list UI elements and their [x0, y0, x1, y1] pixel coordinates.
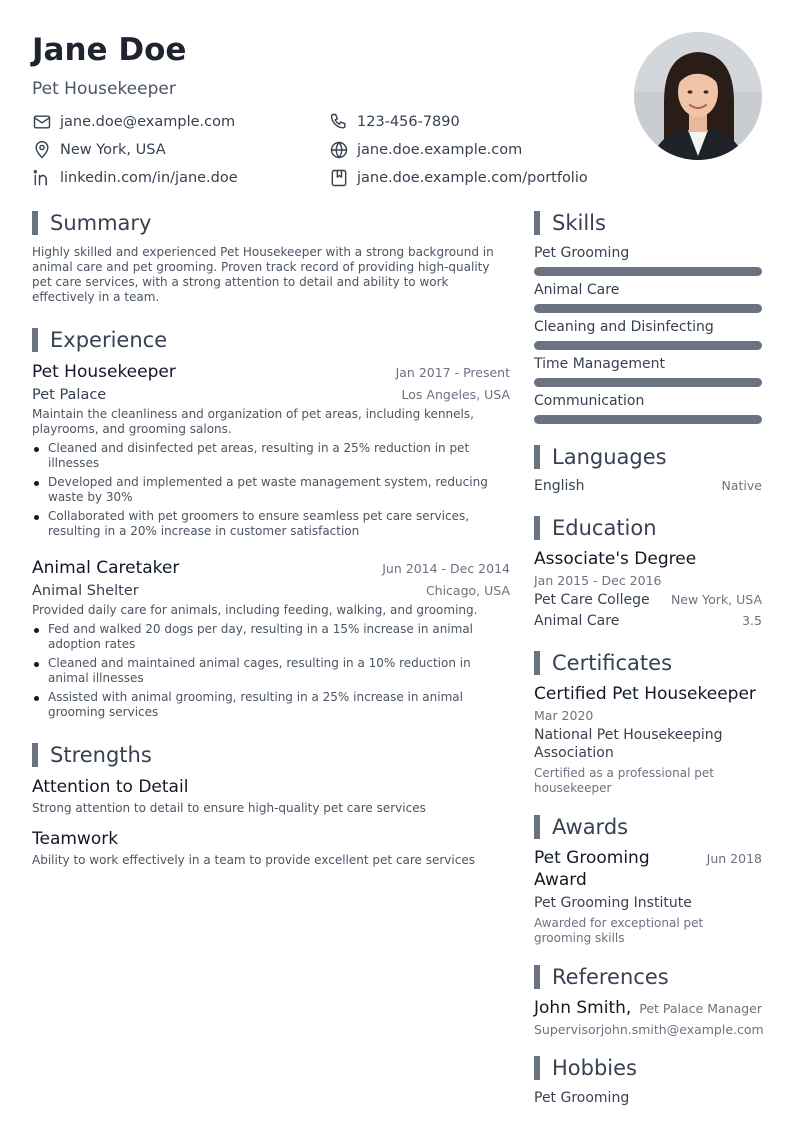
- strength-item: [32, 828, 510, 868]
- section-title: Hobbies: [552, 1056, 637, 1080]
- section-accent-bar: [534, 815, 540, 839]
- right-column: [534, 210, 762, 1107]
- mail-icon: [32, 112, 52, 132]
- skill-level-bar: [534, 304, 762, 313]
- list-item: Fed and walked 20 dogs per day, resulting in a 15% increase in animal adoption rates: [32, 622, 510, 652]
- skill-item: [534, 392, 762, 424]
- section-accent-bar: [534, 651, 540, 675]
- job-title: Animal Caretaker: [32, 558, 180, 578]
- map-pin-icon: [32, 140, 52, 160]
- summary-heading: [32, 210, 510, 236]
- section-accent-bar: [32, 211, 38, 235]
- list-item: Cleaned and disinfected pet areas, resulting in a 25% reduction in pet illnesses: [32, 441, 510, 471]
- education-field-row: [534, 612, 762, 630]
- strength-item: [32, 776, 510, 816]
- skill-name: Animal Care: [534, 282, 620, 298]
- phone-text: 123-456-7890: [357, 114, 460, 130]
- reference-contact-row: [534, 1022, 762, 1037]
- bookmark-icon: [329, 168, 349, 188]
- language-item: [534, 477, 762, 495]
- resume-header: [32, 30, 622, 186]
- reference-name: John Smith,: [534, 998, 632, 1018]
- experience-heading: [32, 327, 510, 353]
- reference-email[interactable]: john.smith@example.com: [600, 1022, 764, 1037]
- skill-name: Communication: [534, 393, 645, 409]
- job-company: Animal Shelter: [32, 583, 139, 599]
- education-school-row: [534, 591, 762, 609]
- skill-level-bar: [534, 267, 762, 276]
- list-item: Cleaned and maintained animal cages, resulting in a 10% reduction in animal illnesses: [32, 656, 510, 686]
- list-item: Collaborated with pet groomers to ensure seamless pet care services, resulting in a 20% increase in customer satisfaction: [32, 509, 510, 539]
- candidate-title: Pet Housekeeper: [32, 79, 176, 99]
- award-title-row: [534, 847, 762, 891]
- job-date: Jun 2014 - Dec 2014: [382, 561, 510, 576]
- section-accent-bar: [534, 516, 540, 540]
- reference-role: Pet Palace Manager: [639, 1001, 762, 1016]
- contact-location: [32, 139, 166, 161]
- hobby-item: Pet Grooming: [534, 1090, 630, 1106]
- certificates-heading: [534, 650, 762, 676]
- certificate-date: Mar 2020: [534, 708, 594, 723]
- languages-heading: [534, 444, 762, 470]
- section-accent-bar: [534, 965, 540, 989]
- language-level: Native: [721, 478, 762, 493]
- skill-item: [534, 355, 762, 387]
- language-name: English: [534, 478, 585, 494]
- contact-phone[interactable]: [329, 111, 460, 133]
- strength-text: Ability to work effectively in a team to provide excellent pet care services: [32, 853, 475, 867]
- section-title: Strengths: [50, 743, 152, 767]
- skills-heading: [534, 210, 762, 236]
- job-company-row: [32, 581, 510, 601]
- strength-title: Teamwork: [32, 829, 119, 849]
- award-date: Jun 2018: [706, 851, 762, 866]
- section-accent-bar: [534, 445, 540, 469]
- strength-title: Attention to Detail: [32, 777, 189, 797]
- job-bullets: [32, 622, 510, 720]
- education-field: Animal Care: [534, 613, 620, 629]
- education-location: New York, USA: [670, 592, 762, 607]
- job-entry: [32, 557, 510, 720]
- award-name: Pet Grooming Award: [534, 848, 650, 890]
- skill-name: Cleaning and Disinfecting: [534, 319, 714, 335]
- skill-name: Pet Grooming: [534, 245, 630, 261]
- section-title: Experience: [50, 328, 168, 352]
- education-date: Jan 2015 - Dec 2016: [534, 573, 662, 588]
- reference-position: Supervisor: [534, 1022, 601, 1037]
- education-gpa: 3.5: [742, 613, 762, 628]
- contact-linkedin[interactable]: [32, 167, 238, 189]
- skill-level-bar: [534, 341, 762, 350]
- job-description: Provided daily care for animals, including feeding, walking, and grooming.: [32, 603, 478, 617]
- education-heading: [534, 515, 762, 541]
- strength-text: Strong attention to detail to ensure high-quality pet care services: [32, 801, 426, 815]
- contact-email[interactable]: [32, 111, 235, 133]
- education-school: Pet Care College: [534, 592, 650, 608]
- section-accent-bar: [534, 211, 540, 235]
- job-location: Los Angeles, USA: [401, 387, 510, 402]
- certificate-description: Certified as a professional pet housekeeper: [534, 766, 714, 795]
- job-title-row: [32, 361, 510, 383]
- section-title: Skills: [552, 211, 606, 235]
- certificate-issuer: National Pet Housekeeping Association: [534, 727, 723, 761]
- section-title: References: [552, 965, 669, 989]
- avatar: [634, 32, 762, 160]
- profile-photo: [634, 32, 762, 160]
- references-heading: [534, 964, 762, 990]
- skill-level-bar: [534, 378, 762, 387]
- skill-item: [534, 318, 762, 350]
- location-text: New York, USA: [60, 142, 166, 158]
- job-entry: [32, 361, 510, 539]
- contact-website[interactable]: [329, 139, 522, 161]
- skills-list: [534, 244, 762, 424]
- section-accent-bar: [534, 1056, 540, 1080]
- job-company: Pet Palace: [32, 387, 107, 403]
- job-title-row: [32, 557, 510, 579]
- portfolio-text: jane.doe.example.com/portfolio: [357, 170, 588, 186]
- job-location: Chicago, USA: [425, 583, 510, 598]
- section-title: Summary: [50, 211, 152, 235]
- award-issuer: Pet Grooming Institute: [534, 895, 692, 911]
- job-bullets: [32, 441, 510, 539]
- job-description: Maintain the cleanliness and organization of pet areas, including kennels, playrooms, and grooming salons.: [32, 407, 474, 436]
- website-text: jane.doe.example.com: [357, 142, 523, 158]
- summary-text: Highly skilled and experienced Pet Housekeeper with a strong background in animal care and pet grooming. Proven track record of providing high-quality pet care services, with a strong attention to detail and ability to work effectively in a team.: [32, 245, 494, 304]
- award-description: Awarded for exceptional pet grooming skills: [534, 916, 704, 945]
- strengths-heading: [32, 742, 510, 768]
- section-title: Certificates: [552, 651, 673, 675]
- skill-level-bar: [534, 415, 762, 424]
- job-company-row: [32, 385, 510, 405]
- email-text: jane.doe@example.com: [60, 114, 236, 130]
- skill-item: [534, 281, 762, 313]
- awards-heading: [534, 814, 762, 840]
- section-title: Education: [552, 516, 657, 540]
- candidate-name: Jane Doe: [32, 32, 187, 68]
- list-item: Assisted with animal grooming, resulting in a 25% increase in animal grooming services: [32, 690, 510, 720]
- skill-name: Time Management: [534, 356, 665, 372]
- section-accent-bar: [32, 328, 38, 352]
- globe-icon: [329, 140, 349, 160]
- reference-name-row: [534, 997, 762, 1019]
- education-degree: Associate's Degree: [534, 549, 697, 569]
- list-item: Developed and implemented a pet waste management system, reducing waste by 30%: [32, 475, 510, 505]
- section-title: Awards: [552, 815, 629, 839]
- phone-icon: [329, 112, 349, 132]
- linkedin-icon: [32, 168, 52, 188]
- left-column: [32, 210, 510, 868]
- certificate-name: Certified Pet Housekeeper: [534, 684, 756, 704]
- hobbies-heading: [534, 1055, 762, 1081]
- skill-item: [534, 244, 762, 276]
- job-title: Pet Housekeeper: [32, 362, 176, 382]
- section-accent-bar: [32, 743, 38, 767]
- linkedin-text: linkedin.com/in/jane.doe: [60, 170, 238, 186]
- section-title: Languages: [552, 445, 667, 469]
- job-date: Jan 2017 - Present: [395, 365, 510, 380]
- contact-portfolio[interactable]: [329, 167, 588, 189]
